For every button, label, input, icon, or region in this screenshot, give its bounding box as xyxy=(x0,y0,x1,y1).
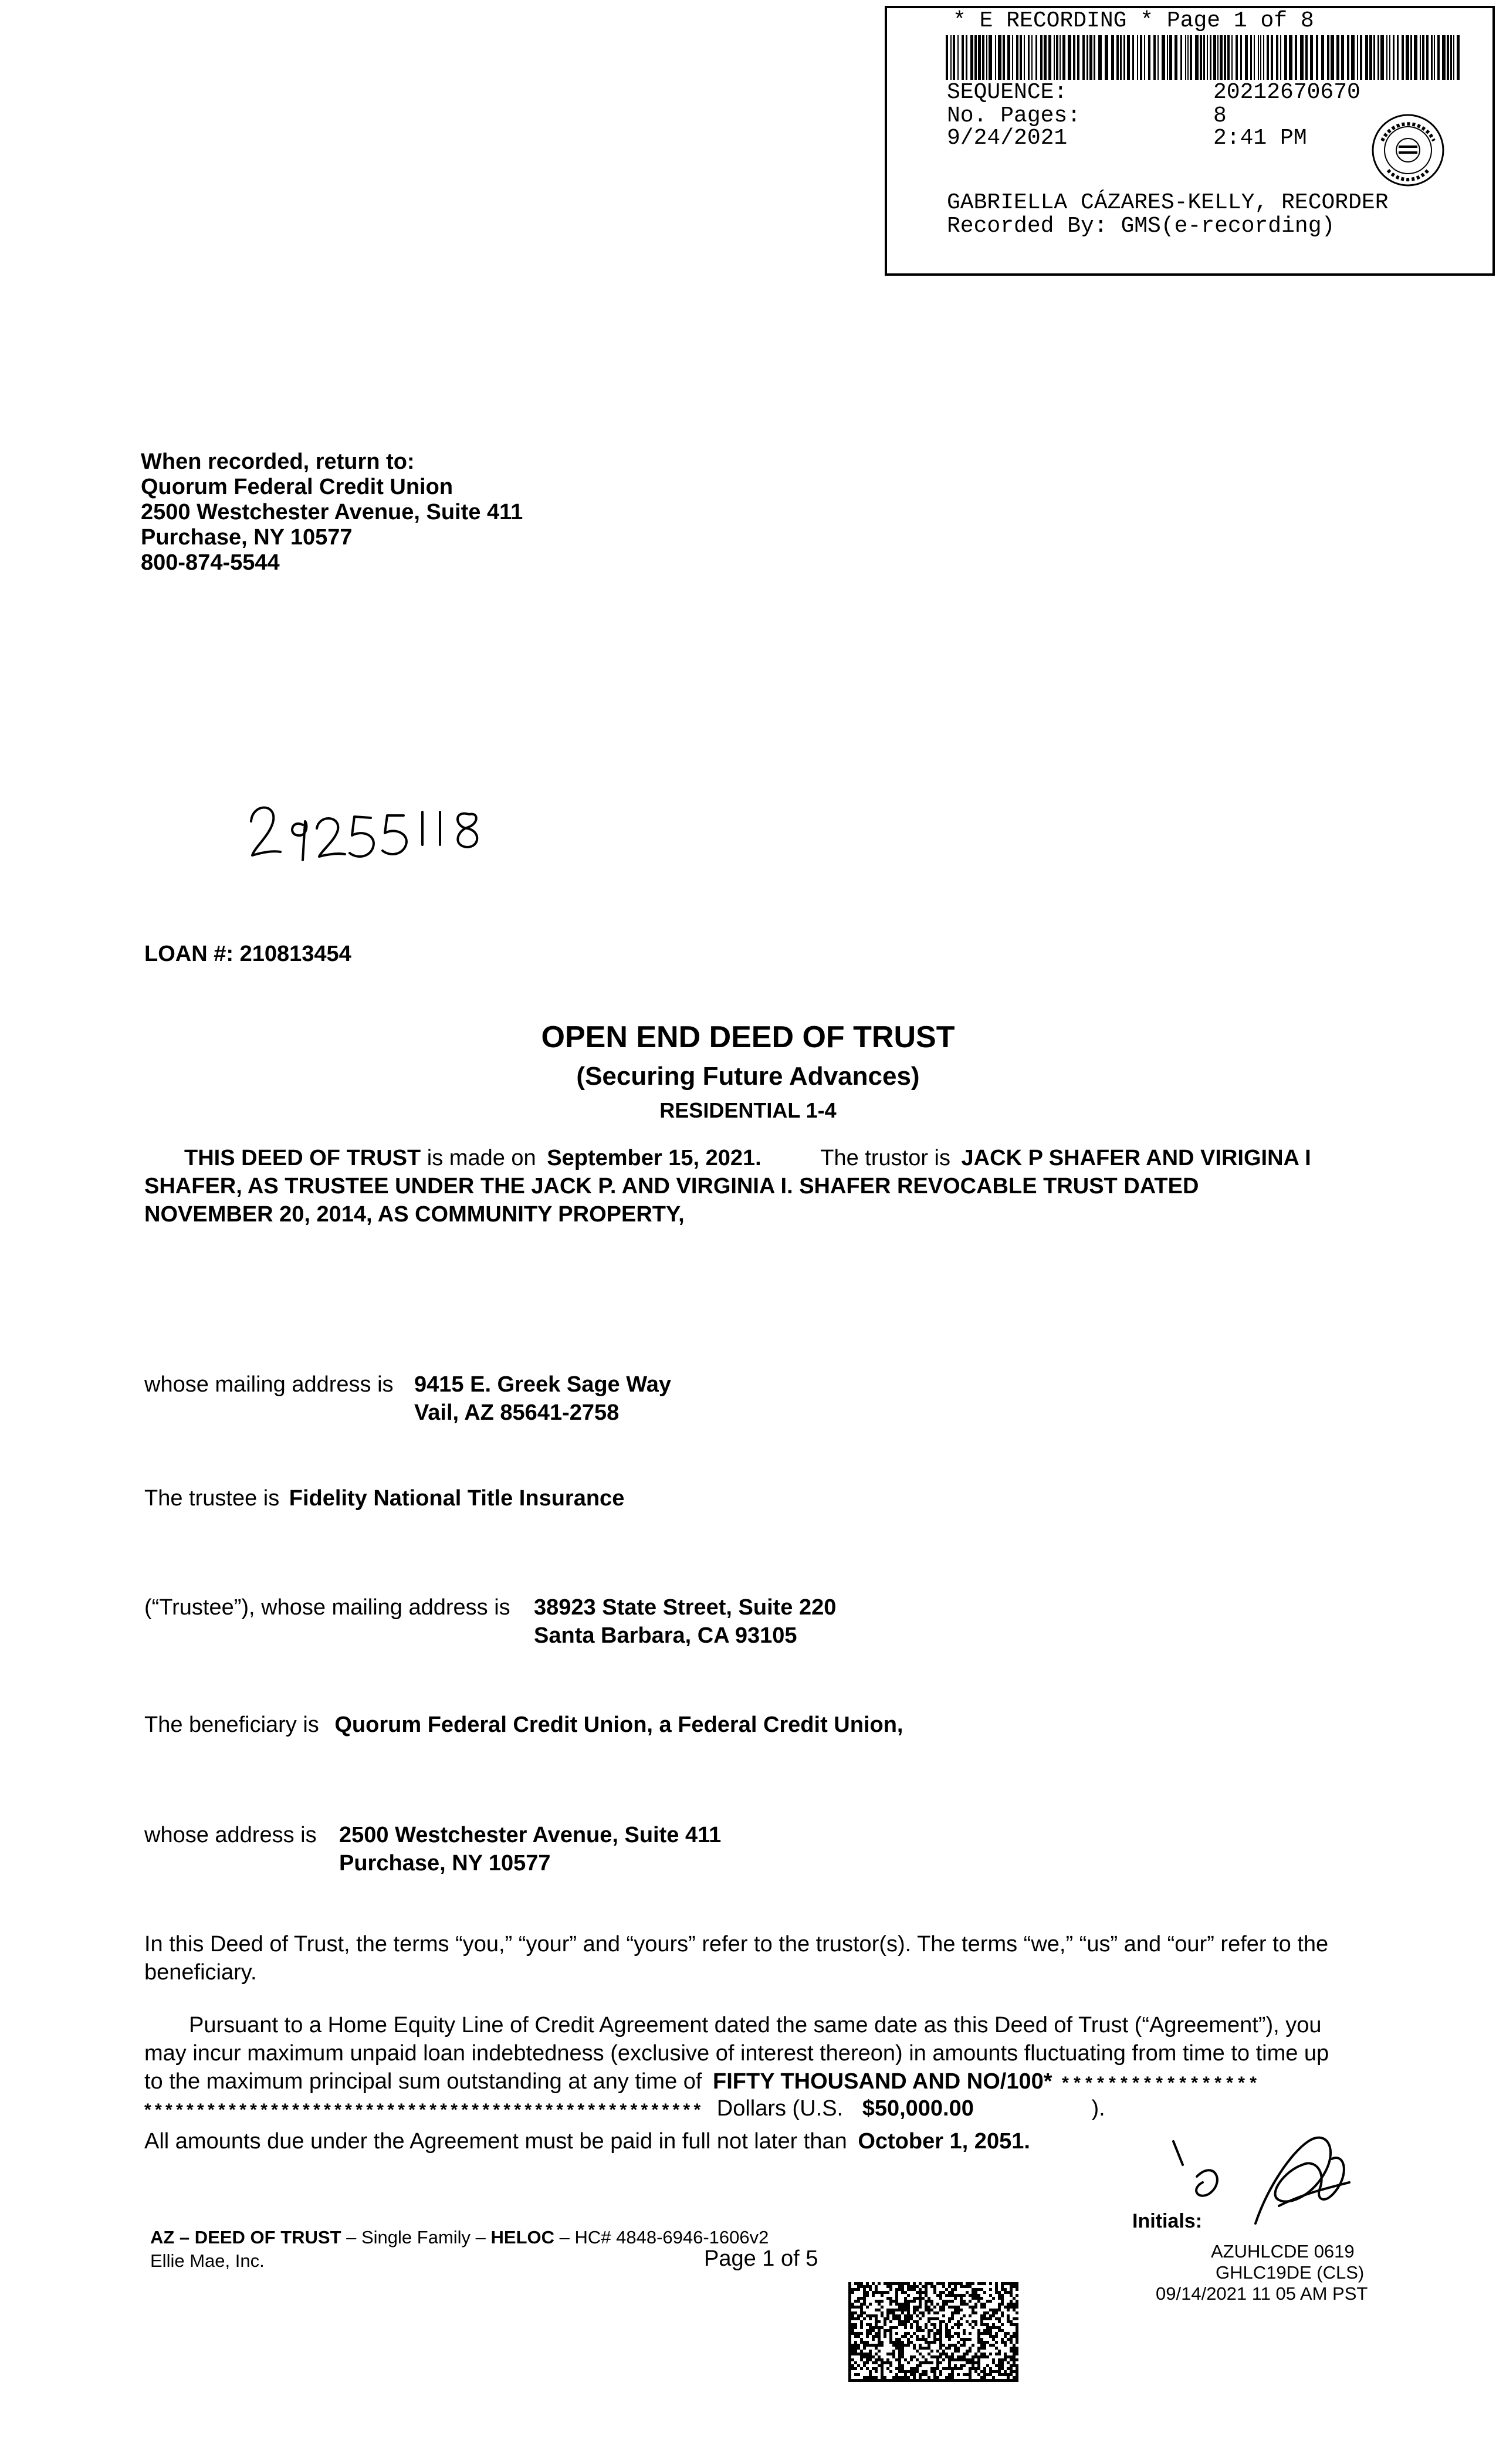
stamp-sequence-label: SEQUENCE: xyxy=(947,80,1068,105)
document-subtitle: (Securing Future Advances) xyxy=(576,1062,920,1091)
agreement-due-label: All amounts due under the Agreement must be paid in full not later than xyxy=(144,2129,847,2154)
footer-vendor: Ellie Mae, Inc. xyxy=(150,2250,265,2271)
return-address-line: 800-874-5544 xyxy=(141,550,280,575)
intro-made-on: is made on xyxy=(427,1146,536,1170)
intro-line-1 xyxy=(184,1144,1311,1172)
trustee-name: Fidelity National Title Insurance xyxy=(289,1486,625,1511)
beneficiary-address-label: whose address is xyxy=(144,1823,317,1847)
datamatrix-barcode-image xyxy=(848,2282,1018,2382)
barcode-image xyxy=(946,35,1460,80)
recording-stamp xyxy=(885,6,1495,276)
loan-number: 210813454 xyxy=(239,942,351,966)
return-address-line: Purchase, NY 10577 xyxy=(141,525,353,550)
agreement-stars: * * * * * * * * * * * * * * * * * * * * * * * * * * * * * * * * * * * * * * * * * * * * * * * * * * * * * xyxy=(144,2100,700,2120)
document-residential: RESIDENTIAL 1-4 xyxy=(659,1098,837,1122)
beneficiary-label: The beneficiary is xyxy=(144,1712,319,1737)
agreement-line-4 xyxy=(144,2094,1105,2124)
agreement-close: ). xyxy=(1091,2096,1105,2121)
footer-form-title: AZ – DEED OF TRUST xyxy=(150,2227,341,2248)
footer-initials-label: Initials: xyxy=(1132,2210,1203,2232)
footer-form-type: – Single Family – xyxy=(341,2227,491,2248)
stamp-pages-value: 8 xyxy=(1213,103,1227,128)
handwritten-file-number xyxy=(246,786,493,880)
stamp-recorder: GABRIELLA CÁZARES-KELLY, RECORDER xyxy=(947,190,1389,215)
return-address-line: When recorded, return to: xyxy=(141,449,415,474)
beneficiary-line xyxy=(144,1711,903,1739)
stamp-header: * E RECORDING * Page 1 of 8 xyxy=(953,8,1314,33)
agreement-stars: * * * * * * * * * * * * * * * * * xyxy=(1062,2073,1257,2093)
loan-label: LOAN #: xyxy=(144,942,233,966)
return-address-block xyxy=(141,449,523,576)
agreement-amount: $50,000.00 xyxy=(862,2096,974,2121)
trustee-address-label: (“Trustee”), whose mailing address is xyxy=(144,1595,510,1620)
agreement-line-1: Pursuant to a Home Equity Line of Credit Agreement dated the same date as this Deed of Trust (“Agreement”), you xyxy=(189,2013,1322,2037)
agreement-amount-words: FIFTY THOUSAND AND NO/100* xyxy=(713,2069,1052,2094)
agreement-dollars-label: Dollars (U.S. xyxy=(716,2096,844,2121)
trustee-address-line1: 38923 State Street, Suite 220 xyxy=(534,1595,837,1620)
beneficiary-name: Quorum Federal Credit Union, a Federal Credit Union, xyxy=(334,1712,903,1737)
agreement-line-5 xyxy=(144,2127,1030,2155)
agreement-line-3 xyxy=(144,2067,1257,2097)
county-seal-icon xyxy=(1370,113,1446,188)
footer-page-number: Page 1 of 5 xyxy=(704,2246,818,2271)
stamp-date: 9/24/2021 xyxy=(947,126,1068,151)
agreement-due-date: October 1, 2051. xyxy=(858,2129,1030,2154)
loan-number-line xyxy=(144,940,351,968)
footer-timestamp: 09/14/2021 11 05 AM PST xyxy=(1156,2283,1368,2304)
agreement-line-2: may incur maximum unpaid loan indebtedness (exclusive of interest thereon) in amounts fluctuating from time to time up xyxy=(144,2041,1329,2066)
stamp-recorded-by: Recorded By: GMS(e-recording) xyxy=(947,214,1335,239)
intro-trustor-name: JACK P SHAFER AND VIRIGINA I xyxy=(961,1146,1311,1170)
agreement-max-label: to the maximum principal sum outstanding at any time of xyxy=(144,2069,702,2094)
intro-line-3: NOVEMBER 20, 2014, AS COMMUNITY PROPERTY, xyxy=(144,1202,685,1227)
footer-code-2: GHLC19DE (CLS) xyxy=(1216,2262,1365,2283)
intro-lead: THIS DEED OF TRUST xyxy=(184,1146,421,1170)
trustor-address-label: whose mailing address is xyxy=(144,1372,394,1397)
intro-line-2: SHAFER, AS TRUSTEE UNDER THE JACK P. AND VIRGINIA I. SHAFER REVOCABLE TRUST DATED xyxy=(144,1174,1199,1199)
return-address-line: 2500 Westchester Avenue, Suite 411 xyxy=(141,500,523,524)
intro-trustor-label: The trustor is xyxy=(820,1146,950,1170)
footer-form-code: – HC# 4848-6946-1606v2 xyxy=(554,2227,769,2248)
trustee-label: The trustee is xyxy=(144,1486,280,1511)
stamp-time: 2:41 PM xyxy=(1213,126,1307,151)
footer-code-1: AZUHLCDE 0619 xyxy=(1211,2241,1355,2262)
footer-form-heloc: HELOC xyxy=(490,2227,555,2248)
footer-form-line xyxy=(150,2226,769,2249)
trustor-address-line2: Vail, AZ 85641-2758 xyxy=(414,1400,620,1425)
beneficiary-address-line1: 2500 Westchester Avenue, Suite 411 xyxy=(339,1823,722,1847)
stamp-pages-label: No. Pages: xyxy=(947,103,1081,128)
stamp-sequence-value: 20212670670 xyxy=(1213,80,1360,105)
return-address-line: Quorum Federal Credit Union xyxy=(141,475,453,499)
terms-line-2: beneficiary. xyxy=(144,1960,257,1985)
trustee-line xyxy=(144,1484,624,1512)
trustee-address-line2: Santa Barbara, CA 93105 xyxy=(534,1623,797,1648)
intro-date: September 15, 2021. xyxy=(547,1146,761,1170)
beneficiary-address-line2: Purchase, NY 10577 xyxy=(339,1851,551,1876)
terms-line-1: In this Deed of Trust, the terms “you,” “your” and “yours” refer to the trustor(s). The terms “we,” “us” and “our” refer to the xyxy=(144,1932,1329,1957)
document-title: OPEN END DEED OF TRUST xyxy=(541,1020,955,1054)
trustor-address-line1: 9415 E. Greek Sage Way xyxy=(414,1372,671,1397)
